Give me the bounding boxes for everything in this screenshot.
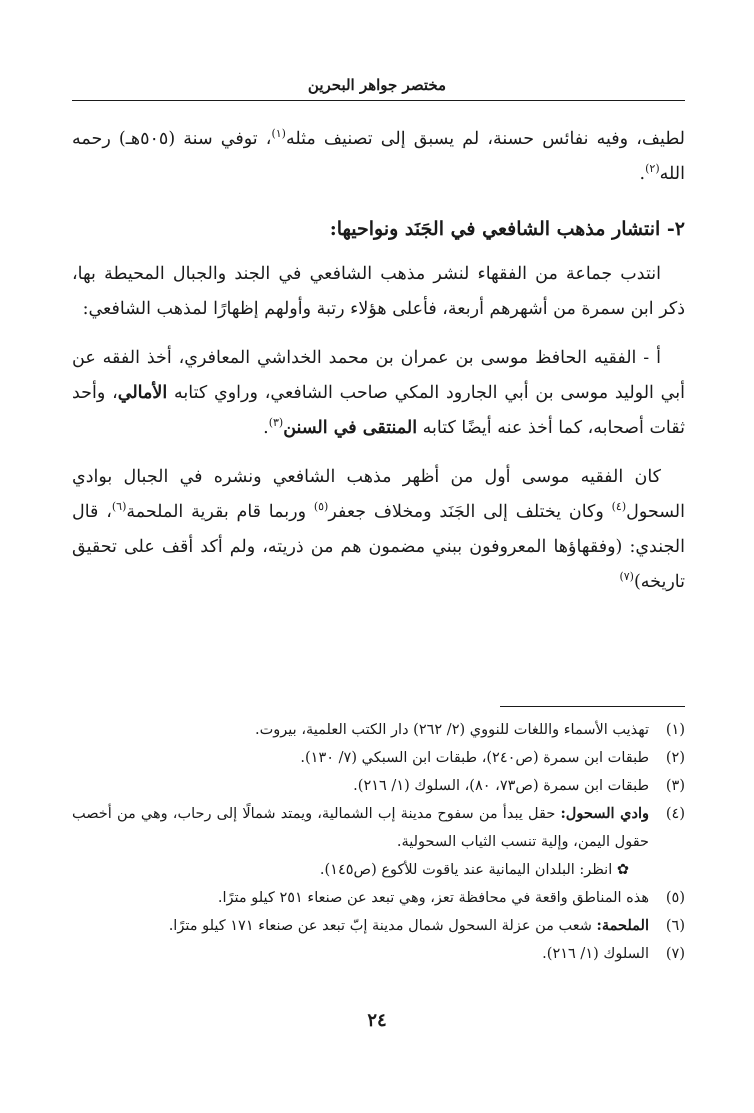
item-a-paragraph: أ - الفقيه الحافظ موسى بن عمران بن محمد الخداشي المعافري، أخذ الفقه عن أبي الوليد موسى بن أبي الجارود المكي صاحب الشافعي، وراوي كتابه الأمالي، وأحد ثقات أصحابه، كما أخذ عنه أيضًا كتابه المنتقى في السنن$^{(٣)}$.: [72, 348, 686, 438]
footnote-item: [72, 772, 685, 800]
footnote-ref-3[interactable]: (٣): [268, 416, 284, 430]
footnote-item: [72, 800, 685, 856]
header-rule: [72, 100, 685, 101]
footnote-text: انظر: البلدان اليمانية عند ياقوت للأكوع (ص١٤٥).: [319, 862, 617, 878]
running-header: مختصر جواهر البحرين: [307, 76, 447, 94]
paragraph-2: كان الفقيه موسى أول من أظهر مذهب الشافعي ونشره في الجبال بوادي السحول$^{(٤)}$ وكان يختلف إلى الجَنَد ومخلاف جعفر$^{(٥)}$ وربما قام بقرية الملحمة$^{(٦)}$، قال الجندي: (وفقهاؤها المعروفون ببني مضمون هم من ذريته، ولم أكد أقف على تحقيق تاريخه)$^{(٧)}$: [72, 467, 685, 592]
footnote-text: تهذيب الأسماء واللغات للنووي (٢/ ٢٦٢) دار الكتب العلمية، بيروت.: [255, 722, 649, 738]
footnote-number: (٢): [665, 750, 685, 766]
footnote-text: شعب من عزلة السحول شمال مدينة إبّ تبعد عن صنعاء ١٧١ كيلو مترًا.: [168, 918, 597, 934]
section-heading: ٢- انتشار مذهب الشافعي في الجَنَد ونواحيها:: [329, 218, 685, 240]
main-text: [72, 122, 685, 600]
footnote-number: (٧): [665, 946, 685, 962]
footnote-ref-7[interactable]: (٧): [619, 570, 634, 584]
footnote-text: هذه المناطق واقعة في محافظة تعز، وهي تبعد عن صنعاء ٢٥١ كيلو مترًا.: [217, 890, 649, 906]
footnote-text: طبقات ابن سمرة (ص٧٣، ٨٠)، السلوك (١/ ٢١٦).: [353, 778, 649, 794]
footnote-ref-2[interactable]: (٢): [645, 162, 660, 176]
book-title-muntaqa: المنتقى في السنن: [283, 418, 418, 438]
footnote-ref-5[interactable]: (٥): [313, 500, 329, 514]
book-title-amali: الأمالي: [117, 383, 168, 403]
footnote-number: (٥): [665, 890, 685, 906]
flower-icon: ✿: [616, 862, 629, 878]
footnote-text: طبقات ابن سمرة (ص٢٤٠)، طبقات ابن السبكي (٧/ ١٣٠).: [300, 750, 649, 766]
footnote-ref-4[interactable]: (٤): [611, 500, 627, 514]
footnote-text: حقل يبدأ من سفوح مدينة إب الشمالية، ويمتد شمالًا إلى رحاب، وهي من أخصب حقول اليمن، وإلية تنسب الثياب السحولية.: [72, 806, 649, 850]
intro-paragraph: لطيف، وفيه نفائس حسنة، لم يسبق إلى تصنيف مثله$^{(١)}$، توفي سنة (٥٠٥هـ) رحمه الله$^{(٢)}$.: [72, 127, 686, 184]
footnote-number: (١): [665, 722, 685, 738]
footnote-item: [72, 884, 685, 912]
footnote-ref-1[interactable]: (١): [271, 127, 286, 141]
footnote-number: (٦): [665, 918, 685, 934]
footnote-number: (٤): [665, 806, 685, 822]
footnote-item: [72, 940, 685, 968]
footnote-item: [72, 744, 685, 772]
footnote-item: [72, 716, 685, 744]
footnote-rule: [500, 706, 685, 707]
footnote-note: [72, 856, 685, 884]
footnote-number: (٣): [665, 778, 685, 794]
footnote-term: وادي السحول:: [560, 805, 649, 822]
footnote-item: [72, 912, 685, 940]
page-number: ٢٤: [367, 1010, 387, 1031]
footnote-text: السلوك (١/ ٢١٦).: [542, 946, 649, 962]
footnotes: [72, 716, 685, 968]
footnote-ref-6[interactable]: (٦): [111, 500, 127, 514]
paragraph-1: انتدب جماعة من الفقهاء لنشر مذهب الشافعي في الجند والجبال المحيطة بها، ذكر ابن سمرة من أشهرهم أربعة، فأعلى هؤلاء رتبة وأولهم إظهارًا لمذهب الشافعي:: [72, 264, 685, 319]
footnote-term: الملحمة:: [596, 917, 649, 934]
